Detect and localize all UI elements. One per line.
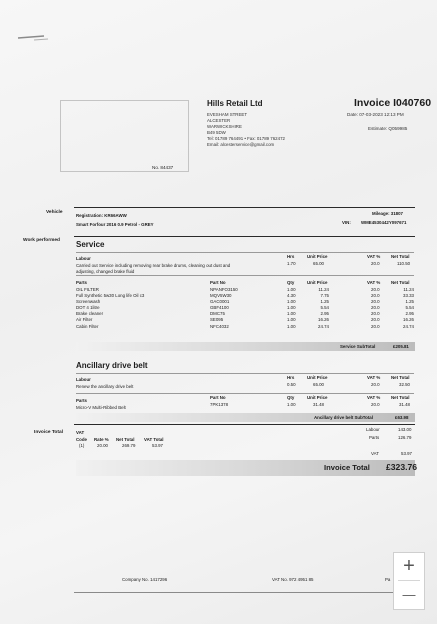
part-name: Cabin Filter [76, 323, 99, 329]
service-parts-heading: Parts [76, 280, 87, 285]
col-unit-price: Unit Price [307, 375, 328, 380]
totals-vat-value: 53.97 [401, 451, 412, 456]
vat-rate: 20.00 [97, 443, 108, 448]
part-name: Full Synthetic 5w30 Long life Oil c3 [76, 293, 145, 299]
belt-labour-unit-price: 65.00 [313, 382, 324, 387]
belt-title-rule [76, 373, 414, 374]
belt-labour-vat: 20.0 [371, 382, 380, 387]
belt-part-number: 7PK1378 [210, 402, 229, 407]
part-number: DMC75 [210, 311, 225, 317]
vehicle-registration: Registration: KR66AWW [76, 213, 127, 218]
part-unit-price: 5.54 [320, 305, 329, 311]
part-net: 24.74 [403, 323, 414, 329]
invoice-total-value: £323.76 [386, 462, 418, 472]
col-net-total: Net Total [391, 254, 410, 259]
service-subtotal-value: £205.81 [393, 344, 409, 349]
col-net-total: Net Total [391, 375, 410, 380]
part-name: Screenwash [76, 299, 101, 305]
address-line: ALCESTER [207, 118, 231, 123]
belt-labour-hrs: 0.50 [287, 382, 296, 387]
part-qty: 1.00 [287, 323, 296, 329]
part-net: 2.95 [405, 311, 414, 317]
vat-net: 269.79 [122, 443, 136, 448]
part-name: DOT 4 1litre [76, 305, 100, 311]
parts-unitprice-column [305, 287, 329, 330]
part-qty: 1.00 [287, 311, 296, 317]
part-name: Air Filter [76, 317, 93, 323]
part-number: NFC4032 [210, 323, 229, 329]
labour-unit-price: 65.00 [313, 261, 324, 266]
work-performed-label: Work performed [23, 238, 60, 243]
belt-parts-heading: Parts [76, 398, 87, 403]
invoice-date: Date: 07-03-2023 12:13 PM [347, 112, 404, 117]
belt-subtotal-label: Ancillary drive belt SubTotal [314, 415, 373, 420]
vin-value: WME4530442Y097671 [361, 220, 407, 225]
col-part-no: Part No [210, 395, 226, 400]
belt-labour-desc: Renew the ancillary drive belt [76, 384, 134, 389]
part-number: SE095 [210, 317, 224, 323]
part-name: Brake cleaner [76, 311, 104, 317]
part-vat: 20.0 [371, 317, 380, 323]
corner-mark [14, 28, 50, 46]
part-unit-price: 24.74 [318, 323, 329, 329]
part-qty: 1.00 [287, 305, 296, 311]
part-number: NPANFO3150 [210, 287, 238, 292]
service-labour-heading: Labour [76, 256, 91, 261]
company-telfax: Tel: 01789 764491 • Fax: 01789 762472 [207, 136, 285, 141]
part-name: OIL FILTER [76, 287, 99, 292]
page-number: Pa [385, 577, 391, 582]
part-net: 16.26 [403, 317, 414, 323]
part-net: 5.54 [405, 305, 414, 311]
col-hrs: Hrs [287, 375, 295, 380]
col-vat: VAT % [367, 280, 381, 285]
service-title: Service [76, 240, 105, 249]
col-unit-price: Unit Price [307, 280, 328, 285]
vat-heading: VAT [76, 430, 85, 435]
service-title-rule [76, 252, 414, 253]
part-vat: 20.0 [371, 293, 380, 299]
part-number: GBF4100 [210, 305, 229, 311]
col-net-total: Net Total [391, 395, 410, 400]
address-line: B49 5DW [207, 130, 226, 135]
col-net-total: Net Total [391, 280, 410, 285]
col-part-no: Part No [210, 280, 226, 285]
labour-desc-line: adjusting, changed brake fluid [76, 268, 135, 274]
vehicle-top-rule [74, 207, 415, 208]
invoice-total-title: Invoice Total [324, 463, 370, 472]
address-line: EVESHAM STREET [207, 112, 248, 117]
invoice-total-label: Invoice Total [34, 430, 63, 435]
part-number: GAC0001 [210, 299, 230, 305]
company-name: Hills Retail Ltd [207, 99, 263, 108]
col-qty: Qty [287, 280, 295, 285]
vat-total: 53.97 [152, 443, 163, 448]
footer-rule [74, 592, 415, 593]
envelope-window [60, 100, 189, 172]
part-unit-price: 7.75 [320, 293, 329, 299]
part-vat: 20.0 [371, 305, 380, 311]
labour-desc-line: Carried out Service including removing rear brake drums, cleaning out dust and [76, 263, 231, 268]
vin-label: VIN: [342, 220, 351, 225]
vat-code: (1) [79, 443, 85, 448]
company-address [207, 112, 285, 148]
part-qty: 1.00 [287, 317, 296, 323]
envelope-number: No. 84437 [152, 165, 174, 170]
belt-part-net: 31.48 [399, 402, 410, 407]
parts-net-column [390, 287, 414, 330]
totals-labour-label: Labour [366, 427, 380, 432]
parts-name-column [76, 287, 144, 330]
part-net: 33.33 [403, 293, 414, 299]
vat-number: VAT No. 972 4951 85 [272, 577, 314, 582]
part-vat: 20.0 [371, 311, 380, 317]
vehicle-model: Smart Forfour 2016 0.9 Petrol - GREY [76, 222, 154, 227]
labour-vat: 20.0 [371, 261, 380, 266]
belt-part-unit-price: 31.48 [313, 402, 324, 407]
part-net: 11.24 [403, 287, 414, 292]
part-unit-price: 16.26 [318, 317, 329, 323]
part-vat: 20.0 [371, 299, 380, 305]
vat-col-net: Net Total [116, 437, 135, 442]
part-number: MQV5W30 [210, 293, 232, 299]
totals-top-rule [74, 424, 415, 425]
service-subtotal-label: Service SubTotal [340, 344, 376, 349]
zoom-out-button[interactable]: — [402, 587, 416, 602]
part-unit-price: 11.24 [318, 287, 329, 292]
part-unit-price: 2.95 [320, 311, 329, 317]
part-vat: 20.0 [371, 287, 380, 292]
totals-vat-label: VAT [371, 451, 379, 456]
col-vat: VAT % [367, 375, 381, 380]
zoom-control [393, 552, 425, 610]
address-line: WARWICKSHIRE [207, 124, 242, 129]
belt-part-name: Micro-V Multi-Ribbed Belt [76, 405, 126, 410]
col-unit-price: Unit Price [307, 395, 328, 400]
belt-labour-heading: Labour [76, 377, 91, 382]
vehicle-mileage: Mileage: 31807 [372, 211, 403, 216]
parts-qty-column [287, 287, 296, 330]
vat-col-code: Code [76, 437, 87, 442]
labour-hrs: 1.70 [287, 261, 296, 266]
col-unit-price: Unit Price [307, 254, 328, 259]
part-qty: 1.00 [287, 287, 296, 292]
belt-labour-net: 32.50 [399, 382, 410, 387]
vat-col-vat: VAT Total [144, 437, 164, 442]
part-unit-price: 1.25 [320, 299, 329, 305]
belt-subtotal-value: £63.98 [395, 415, 409, 420]
col-vat: VAT % [367, 395, 381, 400]
part-qty: 4.30 [287, 293, 296, 299]
part-vat: 20.0 [371, 323, 380, 329]
labour-net: 110.50 [397, 261, 411, 266]
belt-part-qty: 1.00 [287, 402, 296, 407]
totals-parts-label: Parts [369, 435, 380, 440]
zoom-in-button[interactable]: + [403, 555, 415, 577]
col-vat: VAT % [367, 254, 381, 259]
col-qty: Qty [287, 395, 295, 400]
estimate-number: Estimate: Q059985 [368, 126, 408, 131]
work-top-rule [74, 236, 415, 237]
totals-parts-value: 126.79 [398, 435, 412, 440]
vehicle-label: Vehicle [46, 210, 63, 215]
parts-vat-column [371, 287, 380, 330]
belt-part-vat: 20.0 [371, 402, 380, 407]
belt-title: Ancillary drive belt [76, 361, 148, 370]
part-net: 1.25 [405, 299, 414, 305]
belt-labour-rule [76, 393, 414, 394]
company-email: Email: alcesterservice@gmail.com [207, 142, 275, 147]
part-qty: 1.00 [287, 299, 296, 305]
service-labour-desc [76, 263, 230, 274]
service-labour-rule [76, 275, 414, 276]
invoice-number: Invoice I040760 [354, 97, 432, 109]
company-number: Company No. 1417296 [122, 577, 168, 582]
totals-labour-value: 143.00 [398, 427, 412, 432]
vat-col-rate: Rate % [94, 437, 109, 442]
col-hrs: Hrs [287, 254, 295, 259]
parts-partno-column [210, 287, 238, 330]
